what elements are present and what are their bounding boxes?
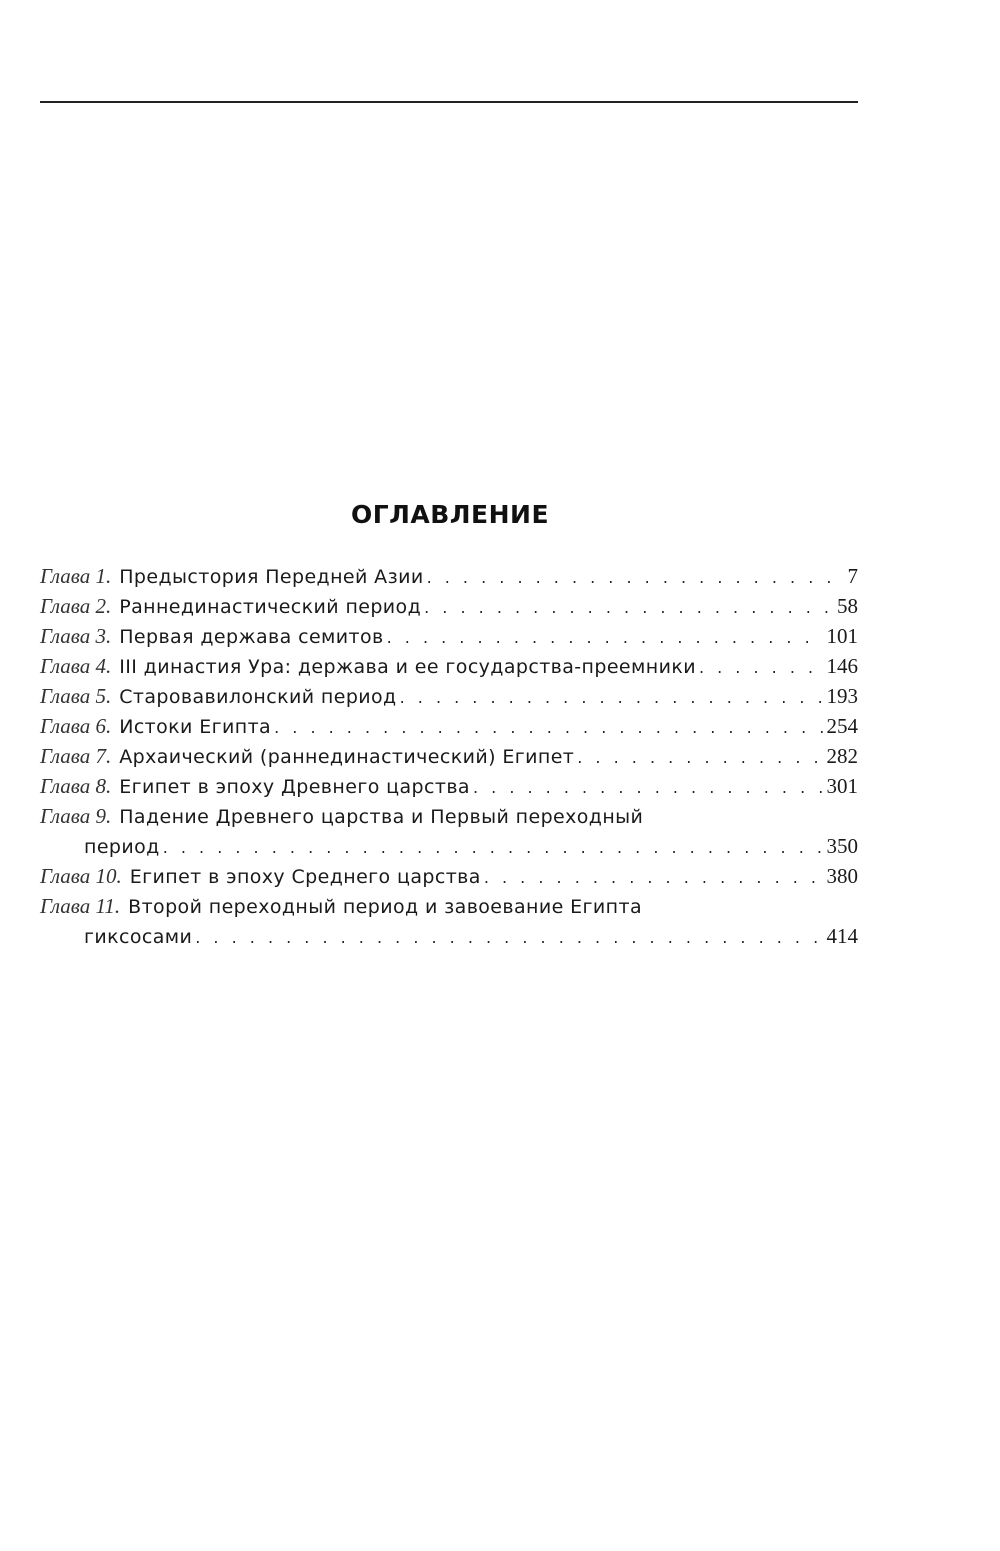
dot-leader [484, 863, 824, 892]
chapter-title: Истоки Египта [119, 716, 272, 738]
dot-leader [195, 923, 823, 952]
dot-leader [387, 623, 824, 652]
chapter-title: Архаический (раннединастический) Египет [119, 746, 575, 768]
chapter-label: Глава 5. [40, 684, 112, 708]
dot-leader [400, 683, 824, 712]
page-number: 301 [826, 774, 858, 798]
toc-entry [40, 712, 858, 742]
table-of-contents [40, 562, 858, 952]
toc-entry [40, 892, 858, 952]
page-number: 146 [826, 654, 858, 678]
chapter-label: Глава 1. [40, 564, 112, 588]
top-rule [40, 101, 858, 103]
page-number: 193 [826, 684, 858, 708]
toc-entry [40, 802, 858, 862]
page-number: 350 [826, 834, 858, 858]
dot-leader [424, 593, 834, 622]
page-number: 58 [837, 594, 858, 618]
chapter-title: Первая держава семитов [119, 626, 384, 648]
chapter-label: Глава 8. [40, 774, 112, 798]
toc-entry [40, 742, 858, 772]
page-number: 414 [826, 924, 858, 948]
chapter-title: Предыстория Передней Азии [119, 566, 424, 588]
chapter-label: Глава 3. [40, 624, 112, 648]
chapter-label: Глава 7. [40, 744, 112, 768]
dot-leader [699, 653, 824, 682]
page-number: 380 [826, 864, 858, 888]
dot-leader [427, 563, 845, 592]
chapter-label: Глава 11. [40, 894, 121, 918]
chapter-title: Раннединастический период [119, 596, 422, 618]
page-number: 7 [847, 564, 858, 588]
chapter-label: Глава 2. [40, 594, 112, 618]
chapter-title: Падение Древнего царства и Первый переходный [119, 806, 644, 828]
toc-entry [40, 682, 858, 712]
toc-entry [40, 862, 858, 892]
toc-entry [40, 562, 858, 592]
chapter-title: Второй переходный период и завоевание Египта [128, 896, 643, 918]
dot-leader [163, 833, 824, 862]
toc-entry [40, 622, 858, 652]
chapter-title: Египет в эпоху Древнего царства [119, 776, 470, 798]
dot-leader [473, 773, 824, 802]
chapter-title: Старовавилонский период [119, 686, 397, 708]
page-number: 101 [826, 624, 858, 648]
toc-entry [40, 592, 858, 622]
chapter-title: III династия Ура: держава и ее государства-преемники [119, 656, 696, 678]
dot-leader [577, 743, 823, 772]
chapter-title-continuation: гиксосами [84, 926, 193, 948]
chapter-label: Глава 10. [40, 864, 122, 888]
chapter-title-continuation: период [84, 836, 160, 858]
toc-entry [40, 772, 858, 802]
page-number: 254 [826, 714, 858, 738]
chapter-label: Глава 6. [40, 714, 112, 738]
toc-entry [40, 652, 858, 682]
chapter-title: Египет в эпоху Среднего царства [129, 866, 481, 888]
dot-leader [274, 713, 823, 742]
chapter-label: Глава 9. [40, 804, 112, 828]
chapter-label: Глава 4. [40, 654, 112, 678]
toc-heading: ОГЛАВЛЕНИЕ [350, 500, 550, 529]
page-number: 282 [826, 744, 858, 768]
